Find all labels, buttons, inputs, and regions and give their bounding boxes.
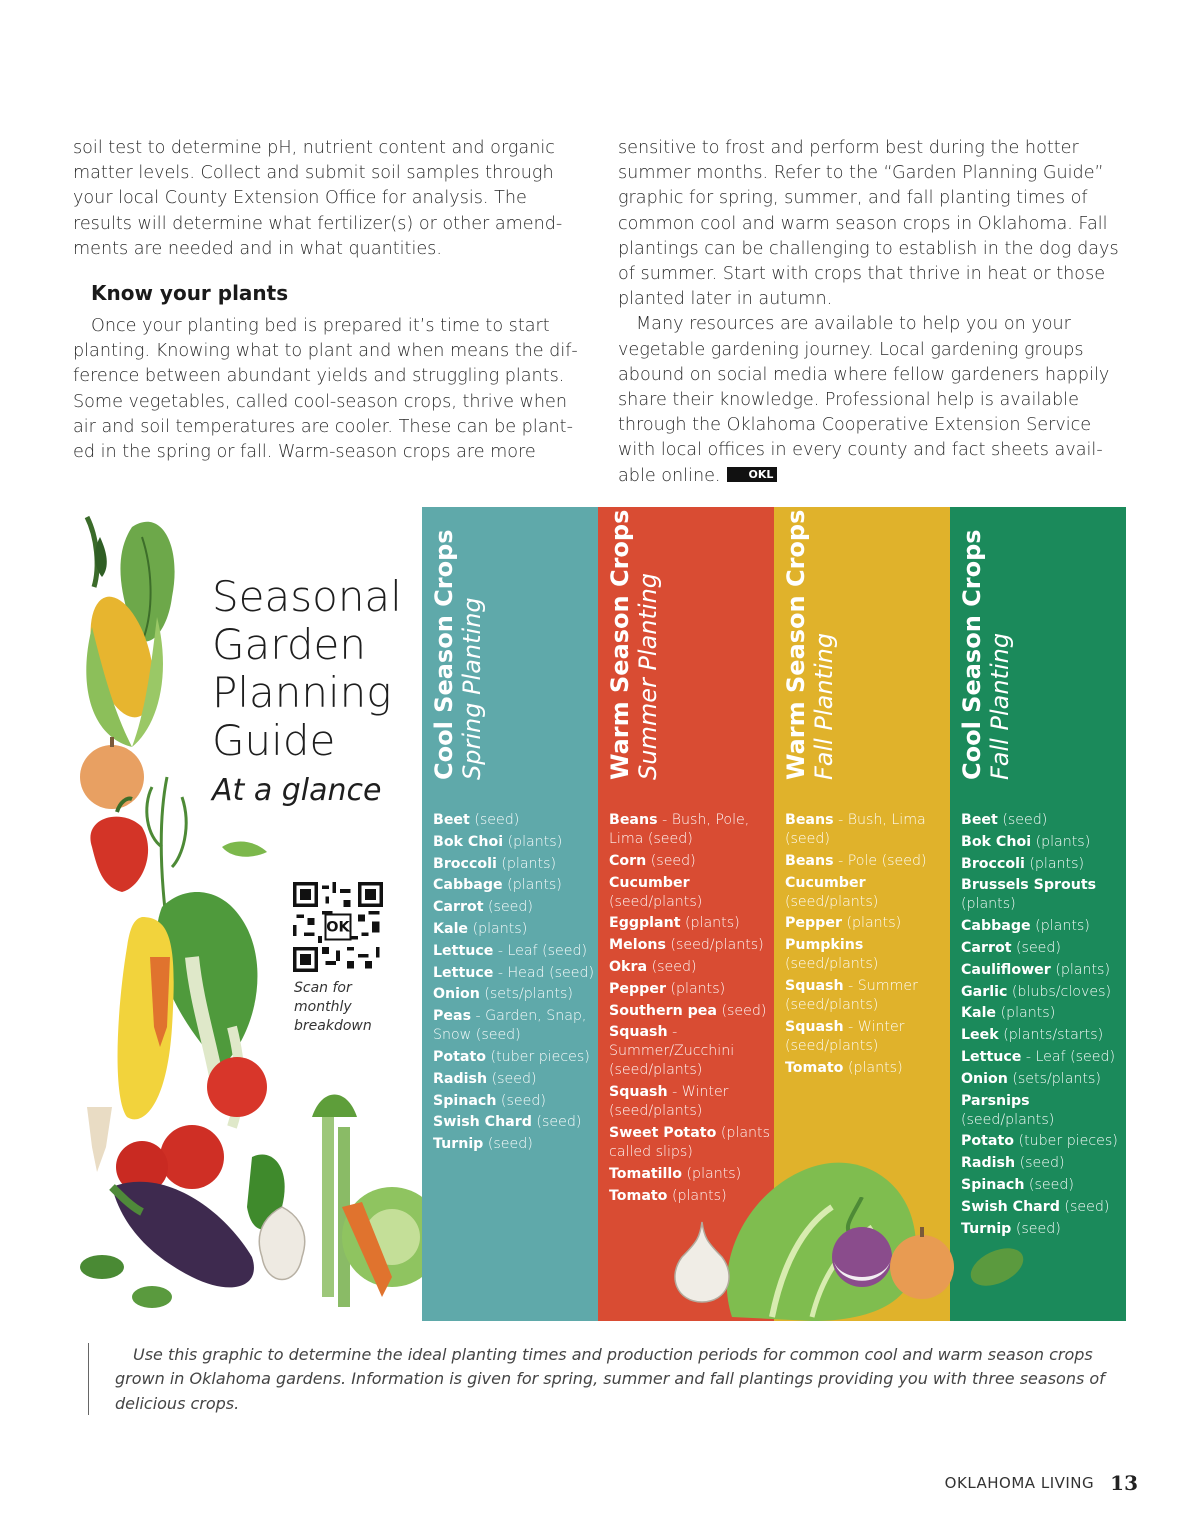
guide-title: Seasonal Garden Planning Guide: [212, 572, 402, 765]
crop-item: [961, 811, 1123, 830]
crop-detail: (tuber pieces): [1014, 1133, 1118, 1150]
crop-detail: (plants): [996, 1005, 1056, 1022]
crop-detail: (plants): [841, 915, 902, 932]
crop-name: Beans: [609, 812, 658, 828]
crop-detail: (seed/plants): [665, 937, 764, 954]
crop-detail: (plants): [1031, 833, 1091, 850]
column-heading: [782, 510, 842, 780]
crop-item: [609, 1083, 771, 1121]
end-mark-badge: OKL: [727, 467, 778, 482]
crop-detail: - Pole (seed): [833, 852, 927, 869]
column-season: Summer Planting: [634, 572, 662, 780]
crop-item: [433, 1007, 595, 1045]
crop-item: [609, 980, 771, 999]
crop-item: [433, 942, 595, 961]
crop-name: Cucumber: [785, 874, 866, 891]
column-title: Warm Season Crops: [782, 509, 810, 780]
crop-name: Pumpkins: [785, 937, 864, 954]
crop-item: [961, 1004, 1123, 1023]
crop-item: [433, 1113, 595, 1132]
crop-name: Tomatillo: [609, 1165, 683, 1182]
crop-item: [961, 1176, 1123, 1195]
crop-name: Leek: [961, 1027, 999, 1044]
crop-item: [961, 833, 1123, 852]
crop-item: [433, 1048, 595, 1067]
crop-item: [785, 874, 947, 912]
crop-detail: (plants): [468, 920, 528, 937]
crop-detail: (plants): [961, 896, 1016, 913]
crop-name: Bok Choi: [961, 833, 1032, 850]
crop-detail: - Winter (seed/plants): [785, 1018, 905, 1054]
crop-item: [433, 920, 595, 939]
crop-name: Okra: [609, 958, 648, 975]
crop-item: [609, 1002, 771, 1021]
crop-detail: (seed): [647, 958, 697, 975]
crop-name: Onion: [961, 1070, 1008, 1087]
crop-name: Eggplant: [609, 915, 681, 932]
crop-name: Cabbage: [961, 918, 1031, 935]
column-season: Fall Planting: [986, 632, 1014, 780]
crop-detail: (plants): [682, 1165, 742, 1182]
onion-illustration: [882, 1217, 962, 1307]
column-heading: [958, 510, 1018, 780]
crop-detail: - Bush, Lima (seed): [785, 812, 926, 847]
crop-name: Brussels Sprouts: [961, 877, 1097, 894]
crop-detail: - Leaf (seed): [1021, 1048, 1116, 1065]
crop-name: Beans: [785, 812, 834, 828]
crop-detail: (sets/plants): [1007, 1070, 1101, 1087]
crop-name: Lettuce: [961, 1048, 1022, 1065]
page-footer: [945, 1471, 1138, 1495]
crop-name: Lettuce: [433, 964, 494, 981]
crop-detail: (plants): [680, 915, 740, 932]
crop-detail: - Summer/Zucchini (seed/plants): [609, 1024, 735, 1079]
crop-name: Turnip: [961, 1220, 1012, 1237]
crop-detail: (blubs/cloves): [1007, 983, 1111, 1000]
qr-caption: Scan for monthly breakdown: [294, 980, 372, 1034]
column-title: Warm Season Crops: [606, 509, 634, 780]
crop-name: Squash: [609, 1084, 668, 1101]
crop-name: Sweet Potato: [609, 1124, 717, 1141]
crop-name: Squash: [609, 1024, 668, 1041]
crop-name: Peas: [433, 1008, 472, 1025]
crop-item: [961, 1132, 1123, 1151]
crop-detail: (seed/plants): [609, 893, 703, 910]
crop-name: Pepper: [609, 980, 666, 997]
crop-item: [433, 964, 595, 983]
caption-rule: [88, 1343, 89, 1415]
crop-detail: (plants/starts): [998, 1027, 1104, 1044]
crop-item: [785, 852, 947, 871]
crop-name: Broccoli: [433, 855, 497, 872]
crop-name: Onion: [433, 986, 480, 1003]
subheading: Know your plants: [91, 281, 289, 306]
crop-detail: (plants): [843, 1059, 903, 1076]
crop-item: [785, 1059, 947, 1078]
crop-name: Corn: [609, 852, 647, 869]
crop-item: [433, 898, 595, 917]
crop-column: [950, 507, 1126, 1321]
crop-name: Cabbage: [433, 877, 503, 894]
crop-item: [961, 983, 1123, 1002]
crop-detail: (plants): [503, 833, 563, 850]
crop-detail: (seed/plants): [785, 893, 879, 910]
body-paragraph: [618, 312, 1128, 488]
crop-item: [433, 855, 595, 874]
crop-detail: (sets/plants): [479, 986, 573, 1003]
column-season: Spring Planting: [458, 597, 486, 780]
crop-detail: (plants): [1050, 961, 1110, 978]
crop-name: Broccoli: [961, 855, 1025, 872]
crop-name: Tomato: [609, 1187, 668, 1204]
crop-name: Beet: [433, 812, 470, 828]
crop-list: [961, 811, 1123, 1241]
crop-name: Squash: [785, 1018, 844, 1035]
garden-planning-guide: [72, 507, 1127, 1321]
crop-item: [433, 876, 595, 895]
crop-detail: - Head (seed): [493, 964, 595, 981]
crop-name: Carrot: [433, 899, 484, 916]
crop-item: [961, 1154, 1123, 1173]
crop-item: [961, 1048, 1123, 1067]
crop-name: Lettuce: [433, 942, 494, 959]
crop-item: [961, 876, 1123, 914]
crop-name: Garlic: [961, 983, 1008, 1000]
crop-name: Cauliflower: [961, 961, 1051, 978]
crop-name: Southern pea: [609, 1002, 717, 1019]
crop-item: [609, 874, 771, 912]
crop-detail: - Summer (seed/plants): [785, 977, 918, 1013]
crop-list: [433, 811, 595, 1157]
crop-detail: (plants called slips): [609, 1124, 770, 1160]
crop-name: Tomato: [785, 1059, 844, 1076]
crop-name: Beet: [961, 812, 998, 828]
crop-item: [785, 811, 947, 849]
crop-item: [433, 1092, 595, 1111]
crop-detail: - Winter (seed/plants): [609, 1084, 729, 1120]
crop-detail: - Leaf (seed): [493, 942, 588, 959]
crop-item: [961, 855, 1123, 874]
crop-detail: (seed): [1011, 939, 1061, 956]
crop-name: Parsnips: [961, 1092, 1030, 1109]
crop-item: [961, 1026, 1123, 1045]
crop-detail: (plants): [1030, 918, 1090, 935]
crop-name: Beans: [785, 852, 834, 869]
crop-detail: (seed): [1024, 1176, 1074, 1193]
article-right-column: [618, 136, 1128, 489]
body-paragraph: soil test to determine pH, nutrient content and organic matter levels. Collect and submit soil samples through your local County Extension Office for analysis. The results will determine what fertilizer(s) or other amend-ments are needed and in what quantities.: [73, 138, 563, 259]
crop-item: [961, 1070, 1123, 1089]
crop-item: [961, 939, 1123, 958]
column-heading: [606, 510, 666, 780]
crop-name: Kale: [961, 1005, 997, 1022]
garlic-illustration: [662, 1217, 742, 1307]
crop-item: [961, 961, 1123, 980]
crop-detail: - Garden, Snap, Snow (seed): [433, 1008, 587, 1044]
crop-item: [433, 811, 595, 830]
body-paragraph-text: Many resources are available to help you on your vegetable gardening journey. Local gardening groups abound on social media where fellow gardeners happily share their knowledge. Professional help is available through the Oklahoma Cooperative Extension Service with local offices in every county and fact sheets avail-able online.: [618, 314, 1110, 486]
column-title: Cool Season Crops: [958, 529, 986, 780]
crop-item: [609, 914, 771, 933]
crop-detail: (seed): [716, 1002, 767, 1019]
crop-detail: (plants): [502, 877, 562, 894]
crop-item: [609, 936, 771, 955]
crop-name: Radish: [961, 1155, 1016, 1172]
crop-detail: (seed/plants): [961, 1111, 1055, 1128]
crop-item: [785, 914, 947, 933]
crop-detail: (seed): [496, 1092, 546, 1109]
crop-item: [433, 985, 595, 1004]
column-season: Fall Planting: [810, 632, 838, 780]
crop-item: [961, 1198, 1123, 1217]
crop-item: [961, 1092, 1123, 1130]
crop-detail: (seed): [646, 852, 696, 869]
magazine-name: OKLAHOMA LIVING: [944, 1474, 1095, 1492]
crop-item: [433, 1070, 595, 1089]
crop-name: Swish Chard: [433, 1114, 532, 1131]
crop-item: [785, 977, 947, 1015]
qr-code[interactable]: [293, 882, 383, 972]
crop-detail: (seed): [1015, 1155, 1065, 1172]
crop-item: [609, 958, 771, 977]
crop-item: [785, 1018, 947, 1056]
crop-detail: (seed): [487, 1070, 537, 1087]
crop-name: Melons: [609, 937, 666, 954]
crop-item: [433, 1135, 595, 1154]
qr-logo-text: OK: [326, 919, 350, 936]
body-paragraph: Once your planting bed is prepared it’s time to start planting. Knowing what to plant and when means the dif-ference between abundant yields and struggling plants. Some vegetables, called cool-season crops, thrive when air and soil temperatures are cooler. These can be plant-ed in the spring or fall. Warm-season crops are more: [73, 316, 578, 463]
crop-item: [785, 936, 947, 974]
crop-detail: (tuber pieces): [486, 1048, 590, 1065]
crop-name: Cucumber: [609, 874, 690, 891]
crop-item: [961, 1220, 1123, 1239]
crop-detail: (seed): [531, 1114, 582, 1131]
crop-name: Radish: [433, 1070, 488, 1087]
crop-name: Potato: [433, 1048, 487, 1065]
basil-illustration: [962, 1237, 1032, 1297]
crop-detail: (seed): [1059, 1198, 1110, 1215]
article-left-column: [73, 136, 583, 465]
page-number: 13: [1110, 1471, 1138, 1495]
crop-detail: (plants): [1024, 855, 1085, 872]
crop-name: Turnip: [433, 1136, 484, 1153]
crop-detail: (seed/plants): [785, 956, 879, 973]
crop-detail: - Bush, Pole, Lima (seed): [609, 812, 750, 847]
column-title: Cool Season Crops: [430, 529, 458, 780]
crop-name: Pepper: [785, 915, 842, 932]
body-paragraph: sensitive to frost and perform best during the hotter summer months. Refer to the “Garden Planning Guide” graphic for spring, summer, and fall planting times of common cool and warm season crops in Oklahoma. Fall plantings can be challenging to establish in the dog days of summer. Start with crops that thrive in heat or those planted later in autumn.: [618, 138, 1119, 310]
crop-name: Swish Chard: [961, 1198, 1060, 1215]
crop-name: Bok Choi: [433, 833, 504, 850]
crop-name: Spinach: [433, 1092, 497, 1109]
column-heading: [430, 510, 490, 780]
crop-item: [609, 811, 771, 849]
crop-list: [785, 811, 947, 1080]
crop-detail: (seed): [469, 812, 520, 828]
crop-name: Potato: [961, 1133, 1015, 1150]
crop-detail: (seed): [997, 812, 1048, 828]
crop-item: [609, 1023, 771, 1080]
crop-name: Spinach: [961, 1176, 1025, 1193]
crop-item: [609, 852, 771, 871]
crop-name: Carrot: [961, 939, 1012, 956]
crop-item: [433, 833, 595, 852]
crop-detail: (plants): [496, 855, 557, 872]
crop-name: Kale: [433, 920, 469, 937]
crop-detail: (seed): [1011, 1220, 1061, 1237]
crop-column: [422, 507, 598, 1321]
crop-detail: (plants): [667, 1187, 727, 1204]
crop-item: [961, 917, 1123, 936]
guide-subtitle: At a glance: [212, 773, 382, 808]
crop-detail: (seed): [483, 899, 533, 916]
figure-caption: Use this graphic to determine the ideal planting times and production periods for common cool and warm season crops grown in Oklahoma gardens. Information is given for spring, summer and fall plantings providing you with three seasons of delicious crops.: [115, 1345, 1105, 1413]
crop-detail: (seed): [483, 1136, 533, 1153]
crop-detail: (plants): [665, 980, 726, 997]
crop-name: Squash: [785, 977, 844, 994]
